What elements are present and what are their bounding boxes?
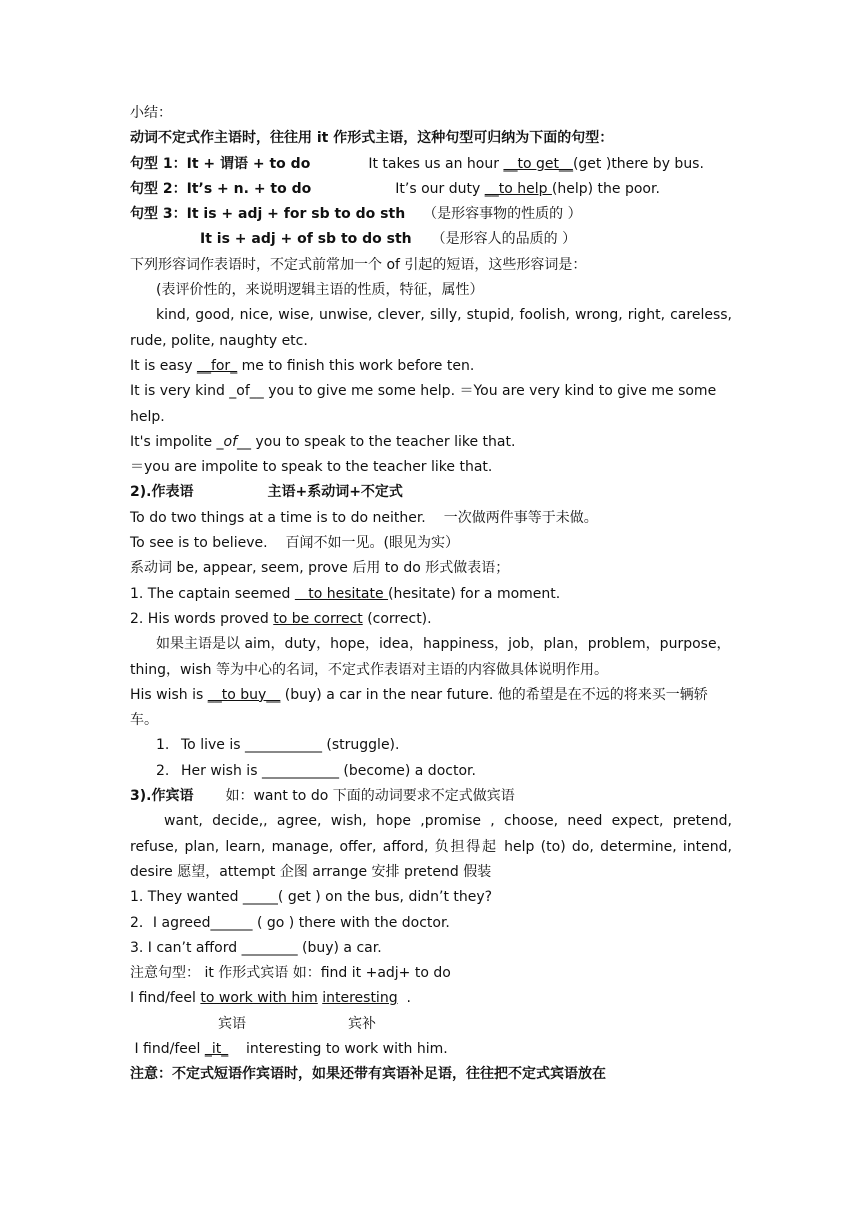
example-text: me to finish this work before ten. xyxy=(237,357,475,374)
example-answer: __to buy__ xyxy=(207,686,281,703)
section-2-heading xyxy=(130,480,732,505)
exercise-number: 2. xyxy=(156,762,170,779)
example-translation: 一次做两件事等于未做。 xyxy=(443,509,598,526)
example-answer: __to get__ xyxy=(503,155,573,172)
example-text: __ you to speak to the teacher like that. xyxy=(237,433,516,450)
example-text: (buy) a car in the near future. 他的希望是在不远的将来买一辆轿车。 xyxy=(130,686,708,729)
example-answer: to hesitate xyxy=(294,585,389,602)
pattern-3 xyxy=(130,202,732,227)
verb-list: want, decide,, agree, wish, hope ,promise , choose, need expect, pretend, refuse, plan, learn, manage, offer, afford, 负担得起 help (to) do, determine, intend, desire 愿望，attempt 企图 arrange 安排 pretend 假装 xyxy=(130,813,732,880)
pattern-label: 句型 2： xyxy=(130,180,187,197)
sec2-exercise-2 xyxy=(130,759,732,784)
final-note: 注意：不定式短语作宾语时，如果还带有宾语补足语，往往把不定式宾语放在 xyxy=(130,1066,606,1083)
sec3-exercise-3: 3. I can’t afford ________ (buy) a car. xyxy=(130,939,382,956)
section-heading: 3).作宾语 xyxy=(130,788,194,805)
complement-label: 宾补 xyxy=(348,1015,376,1032)
find-example xyxy=(130,986,732,1011)
section-heading: 2).作表语 xyxy=(130,484,194,501)
exercise-text: Her wish is ___________ (become) a doctor. xyxy=(181,762,476,779)
pattern-label: 句型 3： xyxy=(130,206,187,223)
adj-example-2: It is very kind _of__ you to give me some help. ＝You are very kind to give me some help. xyxy=(130,383,717,425)
example-text: I find/feel xyxy=(130,990,201,1007)
pattern-formula: It’s + n. + to do xyxy=(186,180,312,197)
document-page xyxy=(130,101,732,1088)
sec3-exercise-2: 2．I agreed______ ( go ) there with the doctor. xyxy=(130,914,450,931)
pattern-label: 句型 1： xyxy=(130,155,187,172)
summary-title: 小结： xyxy=(130,105,172,121)
pattern-note: （是形容事物的性质的 ） xyxy=(423,206,582,223)
example-answer: _it_ xyxy=(204,1040,229,1057)
exercise-number: 1. xyxy=(156,737,170,754)
example-text: To see is to believe. xyxy=(130,535,268,552)
pattern-1 xyxy=(130,152,732,177)
sec2-line-2 xyxy=(130,531,732,556)
example-text: (help) the poor. xyxy=(551,180,660,197)
example-text: It’s our duty xyxy=(395,180,485,197)
pattern-formula: It is + adj + of sb to do sth xyxy=(200,231,412,248)
sec3-exercise-1: 1. They wanted _____( get ) on the bus, didn’t they? xyxy=(130,889,493,906)
example-text: I find/feel xyxy=(130,1040,205,1057)
example-text: (get )there by bus. xyxy=(572,155,704,172)
example-answer: of xyxy=(223,433,238,450)
example-text: It takes us an hour xyxy=(368,155,504,172)
example-text: It's impolite _ xyxy=(130,433,224,450)
section-3-heading xyxy=(130,784,732,809)
exercise-text: To live is ___________ (struggle). xyxy=(181,737,400,754)
pattern-formula: It is + adj + for sb to do sth xyxy=(186,206,406,223)
sec2-example-1 xyxy=(130,582,732,607)
noun-note: 如果主语是以 aim，duty，hope，idea，happiness，job，plan，problem，purpose，thing，wish 等为中心的名词，不定式作表语对主语的内容做具体说明作用。 xyxy=(130,636,731,678)
adj-example-3 xyxy=(130,430,732,455)
wish-example xyxy=(130,683,732,734)
example-text: . xyxy=(397,990,411,1007)
summary-rule: 动词不定式作主语时，往往用 it 作形式主语，这种句型可归纳为下面的句型： xyxy=(130,130,614,147)
example-answer: to be correct xyxy=(273,610,363,627)
adj-example-4: ＝you are impolite to speak to the teacher like that. xyxy=(130,459,493,476)
adj-example-1 xyxy=(130,354,732,379)
note-pattern: 注意句型： it 作形式宾语 如：find it +adj+ to do xyxy=(130,965,451,982)
pattern-note: （是形容人的品质的 ） xyxy=(431,231,577,248)
example-text: 1. The captain seemed xyxy=(130,585,295,602)
find-example-2 xyxy=(130,1037,732,1062)
example-text: (hesitate) for a moment. xyxy=(388,585,561,602)
section-intro: 如：want to do 下面的动词要求不定式做宾语 xyxy=(225,788,515,805)
example-answer: __for_ xyxy=(196,357,238,374)
sec2-example-2 xyxy=(130,607,732,632)
adj-list: kind, good, nice, wise, unwise, clever, silly, stupid, foolish, wrong, right, careless, rude, polite, naughty etc. xyxy=(130,307,732,349)
example-text: To do two things at a time is to do neither. xyxy=(130,509,426,526)
linking-verbs-note: 系动词 be, appear, seem, prove 后用 to do 形式做表语； xyxy=(130,560,510,577)
adj-note: (表评价性的，来说明逻辑主语的性质，特征，属性） xyxy=(156,282,484,299)
find-labels xyxy=(130,1012,732,1037)
example-object: to work with him xyxy=(200,990,318,1007)
pattern-2 xyxy=(130,177,732,202)
example-text: (correct). xyxy=(362,610,432,627)
example-text: His wish is xyxy=(130,686,208,703)
sec2-line-1 xyxy=(130,506,732,531)
pattern-formula: It + 谓语 + to do xyxy=(186,155,311,172)
example-text: interesting to work with him. xyxy=(228,1040,448,1057)
example-complement: interesting xyxy=(322,990,398,1007)
example-text: It is easy xyxy=(130,357,197,374)
object-label: 宾语 xyxy=(218,1015,246,1032)
section-structure: 主语+系动词+不定式 xyxy=(267,484,403,501)
pattern-3b xyxy=(130,227,732,252)
adj-intro: 下列形容词作表语时，不定式前常加一个 of 引起的短语，这些形容词是： xyxy=(130,256,587,273)
example-answer: __to help xyxy=(484,180,552,197)
example-text: 2. His words proved xyxy=(130,610,274,627)
example-translation: 百闻不如一见。(眼见为实） xyxy=(285,535,460,552)
sec2-exercise-1 xyxy=(130,733,732,758)
